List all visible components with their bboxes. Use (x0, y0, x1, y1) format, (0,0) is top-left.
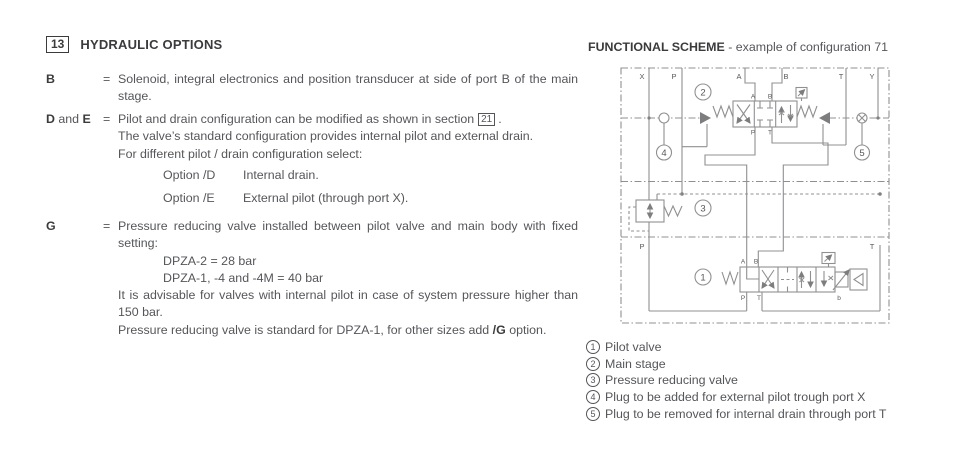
pilot-arrow-right (819, 112, 830, 124)
main-stage-symbol (700, 88, 830, 137)
mid-port-t-label: T (869, 242, 875, 251)
legend-text-5: Plug to be removed for internal drain through port T (605, 406, 887, 421)
option-de-row (46, 111, 578, 207)
port-p-label: P (671, 72, 677, 81)
callout-1 (695, 269, 711, 285)
option-de-line1: Pilot and drain configuration can be modified as shown in section 21 . (118, 112, 502, 126)
option-b-row (46, 71, 578, 106)
solenoid-icon (833, 270, 849, 302)
legend-text-1: Pilot valve (605, 340, 662, 355)
section-header (46, 36, 222, 53)
svg-text:1: 1 (700, 272, 706, 284)
diagram-legend (586, 339, 886, 422)
svg-text:3: 3 (700, 203, 706, 215)
section-21-ref: 21 (478, 113, 495, 126)
spring-left (713, 106, 733, 117)
svg-text:2: 2 (700, 87, 706, 99)
functional-scheme-title: FUNCTIONAL SCHEME - example of configuration 71 (588, 40, 889, 54)
spring-reducing (664, 206, 682, 216)
section-number-box: 13 (46, 36, 69, 53)
pilot-arrow-left (700, 112, 711, 124)
spring-pilot (722, 272, 738, 284)
option-g-line1: Pressure reducing valve installed between pilot valve and main body with fixed setting: (118, 219, 578, 251)
legend-num-4: 4 (586, 390, 600, 404)
top-port-labels (639, 72, 874, 81)
option-b-text: Solenoid, integral electronics and position transducer at side of port B of the main stage. (118, 72, 578, 104)
svg-text:A: A (740, 258, 746, 266)
option-de-line2: The valve’s standard configuration provides internal pilot and external drain. (118, 129, 534, 144)
setting-dpza1: DPZA-1, -4 and -4M = 40 bar (163, 270, 324, 285)
legend-num-1: 1 (586, 340, 600, 354)
callout-4 (657, 145, 672, 160)
legend-item-5 (586, 405, 886, 422)
legend-num-2: 2 (586, 357, 600, 371)
option-g-line2: It is advisable for valves with internal pilot in case of system pressure higher than 150 bar. (118, 288, 578, 320)
legend-text-3: Pressure reducing valve (605, 373, 738, 388)
legend-item-3 (586, 372, 886, 389)
svg-text:4: 4 (661, 148, 667, 159)
legend-text-4: Plug to be added for external pilot trough port X (605, 390, 866, 405)
stage-connection-lines (680, 124, 828, 267)
port-y-label: Y (869, 72, 875, 81)
option-g-line3: Pressure reducing valve is standard for DPZA-1, for other sizes add /G option. (118, 322, 547, 337)
svg-text:5: 5 (859, 148, 865, 159)
spring-right (797, 106, 817, 117)
amplifier-icon (850, 269, 867, 290)
option-g-eq: = (103, 219, 111, 233)
port-lines (649, 68, 878, 200)
port-a-label: A (736, 72, 742, 81)
pilot-valve-symbol (649, 245, 880, 311)
legend-item-2 (586, 356, 886, 373)
subplate-boundary (621, 68, 889, 323)
option-g-text (118, 218, 578, 339)
svg-text:T: T (757, 295, 761, 302)
setting-dpza2: DPZA-2 = 28 bar (163, 253, 257, 268)
svg-text:B: B (767, 93, 773, 101)
svg-text:P: P (750, 129, 756, 137)
port-x-label: X (639, 72, 645, 81)
svg-text:B: B (753, 258, 759, 266)
option-e-desc: External pilot (through port X). (243, 191, 409, 206)
option-e-label: Option /E (163, 191, 215, 206)
reducing-valve-symbol (629, 192, 882, 311)
legend-num-5: 5 (586, 407, 600, 421)
port-b-label: B (783, 72, 789, 81)
functional-scheme-svg (605, 55, 915, 335)
option-b-eq: = (103, 72, 111, 86)
pilot-transducer-icon (822, 253, 835, 268)
option-de-term: D and E (46, 112, 91, 126)
pilot-drain-options (163, 167, 578, 208)
legend-text-2: Main stage (605, 356, 666, 371)
legend-item-1 (586, 339, 886, 356)
plug-x-symbol (659, 113, 669, 145)
port-t-label: T (838, 72, 844, 81)
solenoid-label: b (837, 295, 841, 302)
option-g-term: G (46, 219, 56, 233)
option-de-eq: = (103, 112, 111, 126)
option-de-text (118, 111, 578, 207)
svg-text:A: A (750, 93, 756, 101)
plug-t-symbol (857, 113, 867, 145)
option-g-row (46, 218, 578, 339)
option-d-desc: Internal drain. (243, 167, 319, 182)
legend-num-3: 3 (586, 373, 600, 387)
option-d-label: Option /D (163, 167, 216, 182)
option-de-line3: For different pilot / drain configuration select: (118, 146, 363, 161)
mid-port-p-label: P (639, 242, 645, 251)
callout-2 (695, 84, 711, 100)
section-title: HYDRAULIC OPTIONS (80, 37, 223, 52)
option-b-term: B (46, 72, 55, 86)
svg-text:P: P (740, 295, 746, 302)
legend-item-4 (586, 389, 886, 406)
position-transducer-icon (796, 88, 807, 102)
callout-5 (855, 145, 870, 160)
svg-text:T: T (768, 129, 772, 137)
functional-scheme-diagram (605, 55, 915, 335)
callout-3 (695, 200, 711, 216)
